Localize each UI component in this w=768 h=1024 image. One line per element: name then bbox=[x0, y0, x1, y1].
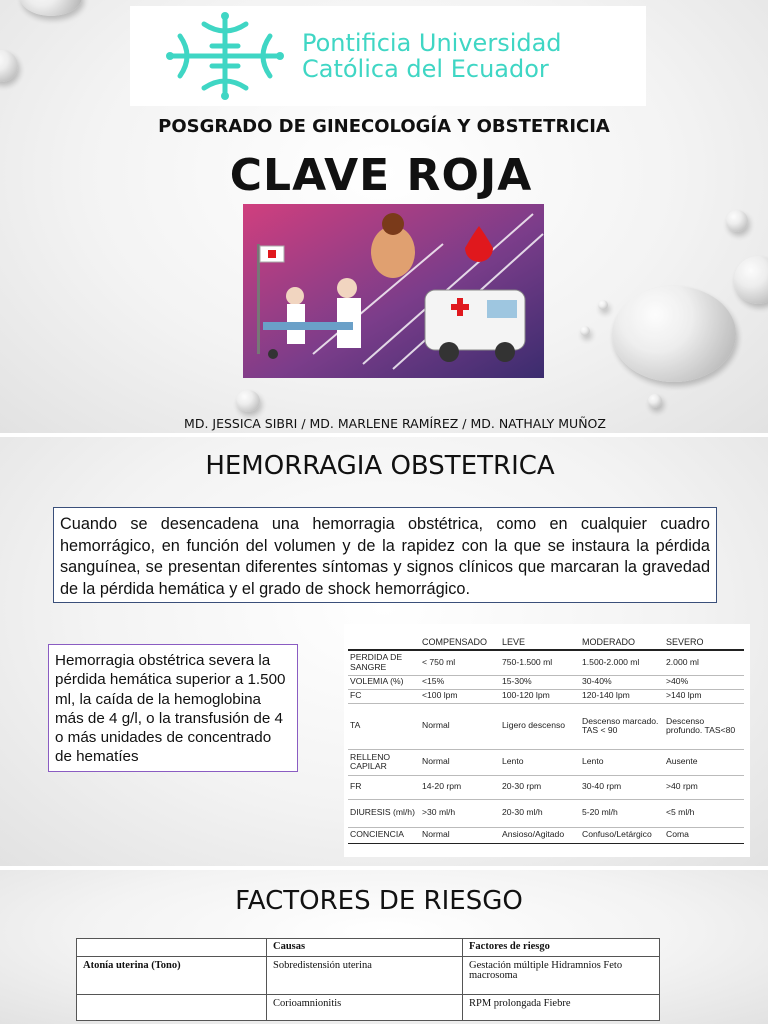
risk-factors-table bbox=[76, 938, 660, 1021]
table-cell: >140 lpm bbox=[664, 689, 744, 703]
table-header-cell: MODERADO bbox=[580, 636, 664, 650]
table-cell: Normal bbox=[420, 827, 500, 843]
table-header-cell: SEVERO bbox=[664, 636, 744, 650]
table-cell bbox=[77, 995, 267, 1021]
university-logo bbox=[130, 6, 646, 106]
table-cell: Descenso profundo. TAS<80 bbox=[664, 703, 744, 749]
emergency-illustration bbox=[243, 204, 544, 378]
table-header-row bbox=[348, 636, 744, 650]
table-cell: <100 lpm bbox=[420, 689, 500, 703]
table-cell: <5 ml/h bbox=[664, 799, 744, 827]
table-header-cell bbox=[77, 939, 267, 957]
water-drop bbox=[612, 286, 736, 382]
table-cell: Descenso marcado. TAS < 90 bbox=[580, 703, 664, 749]
table-cell: Lento bbox=[580, 749, 664, 775]
table-cell: 120-140 lpm bbox=[580, 689, 664, 703]
program-subtitle: POSGRADO DE GINECOLOGÍA Y OBSTETRICIA bbox=[158, 116, 610, 137]
intro-textbox: Cuando se desencadena una hemorragia obstétrica, como en cualquier cuadro hemorrágico, en función del volumen y de la rapidez con la que se instaura la pérdida sanguínea, se presentan diferentes síntomas y signos clínicos que marcaran la gravedad de la pérdida hemática y el grado de shock hemorrágico. bbox=[53, 507, 717, 603]
shock-classification-table bbox=[344, 624, 750, 857]
logo-line-1: Pontificia Universidad bbox=[302, 29, 562, 57]
table-cell: 20-30 ml/h bbox=[500, 799, 580, 827]
table-row bbox=[348, 703, 744, 749]
logo-line-2: Católica del Ecuador bbox=[302, 55, 549, 83]
authors-line: MD. JESSICA SIBRI / MD. MARLENE RAMÍREZ / MD. NATHALY MUÑOZ bbox=[184, 416, 606, 431]
table-cell: 20-30 rpm bbox=[500, 775, 580, 799]
table-cell: Confuso/Letárgico bbox=[580, 827, 664, 843]
risk-factors-slide bbox=[0, 870, 768, 1024]
table-cell: >40% bbox=[664, 675, 744, 689]
table-cell: Atonía uterina (Tono) bbox=[77, 957, 267, 995]
table-header-cell bbox=[348, 636, 420, 650]
table-cell: Lento bbox=[500, 749, 580, 775]
table-cell: Ansioso/Agitado bbox=[500, 827, 580, 843]
table-cell: 2.000 ml bbox=[664, 650, 744, 675]
definition-textbox: Hemorragia obstétrica severa la pérdida hemática superior a 1.500 ml, la caída de la hemoglobina más de 4 g/l, o la transfusión de 4 o más unidades de concentrado de hematíes bbox=[48, 644, 298, 772]
table-header-cell: Causas bbox=[267, 939, 463, 957]
water-drop bbox=[0, 50, 18, 82]
table-row bbox=[348, 689, 744, 703]
university-cross-icon bbox=[164, 10, 286, 102]
table-row bbox=[77, 995, 660, 1021]
table-cell: Ausente bbox=[664, 749, 744, 775]
table-cell: Corioamnionitis bbox=[267, 995, 463, 1021]
slide-title: HEMORRAGIA OBSTETRICA bbox=[205, 451, 555, 481]
table-header-cell: Factores de riesgo bbox=[463, 939, 660, 957]
table-cell: RPM prolongada Fiebre bbox=[463, 995, 660, 1021]
table-row bbox=[348, 749, 744, 775]
table-header-row bbox=[77, 939, 660, 957]
table-cell: FC bbox=[348, 689, 420, 703]
table-cell: FR bbox=[348, 775, 420, 799]
table-cell: < 750 ml bbox=[420, 650, 500, 675]
table-cell: CONCIENCIA bbox=[348, 827, 420, 843]
table-row bbox=[348, 799, 744, 827]
table-cell: RELLENO CAPILAR bbox=[348, 749, 420, 775]
table-header-cell: COMPENSADO bbox=[420, 636, 500, 650]
table-header-cell: LEVE bbox=[500, 636, 580, 650]
water-drop bbox=[20, 0, 82, 16]
water-drop bbox=[598, 300, 608, 310]
water-drop bbox=[734, 256, 768, 304]
table-row bbox=[348, 675, 744, 689]
slide-title: FACTORES DE RIESGO bbox=[235, 886, 523, 916]
table-cell: 15-30% bbox=[500, 675, 580, 689]
table-cell: <15% bbox=[420, 675, 500, 689]
table-row bbox=[348, 827, 744, 843]
table-cell: PERDIDA DE SANGRE bbox=[348, 650, 420, 675]
hemorrhage-slide bbox=[0, 437, 768, 866]
table-row bbox=[77, 957, 660, 995]
presentation-title: CLAVE ROJA bbox=[229, 150, 533, 201]
table-cell: 30-40% bbox=[580, 675, 664, 689]
table-cell: Coma bbox=[664, 827, 744, 843]
table-cell: 750-1.500 ml bbox=[500, 650, 580, 675]
table-row bbox=[348, 650, 744, 675]
table-cell: 100-120 lpm bbox=[500, 689, 580, 703]
table-cell: Normal bbox=[420, 703, 500, 749]
table-cell: 14-20 rpm bbox=[420, 775, 500, 799]
water-drop bbox=[648, 394, 662, 408]
title-slide bbox=[0, 0, 768, 433]
table-cell: Normal bbox=[420, 749, 500, 775]
water-drop bbox=[726, 210, 748, 232]
table-cell: TA bbox=[348, 703, 420, 749]
table-cell: DIURESIS (ml/h) bbox=[348, 799, 420, 827]
table-cell: Sobredistensión uterina bbox=[267, 957, 463, 995]
water-drop bbox=[236, 390, 260, 412]
table-cell: >30 ml/h bbox=[420, 799, 500, 827]
table-cell: >40 rpm bbox=[664, 775, 744, 799]
table-cell: Gestación múltiple Hidramnios Feto macrosoma bbox=[463, 957, 660, 995]
table-cell: 30-40 rpm bbox=[580, 775, 664, 799]
table-row bbox=[348, 775, 744, 799]
logo-wordmark bbox=[302, 30, 562, 82]
table-cell: 5-20 ml/h bbox=[580, 799, 664, 827]
table-cell: VOLEMIA (%) bbox=[348, 675, 420, 689]
table-cell: 1.500-2.000 ml bbox=[580, 650, 664, 675]
table-cell: Ligero descenso bbox=[500, 703, 580, 749]
water-drop bbox=[580, 326, 590, 336]
